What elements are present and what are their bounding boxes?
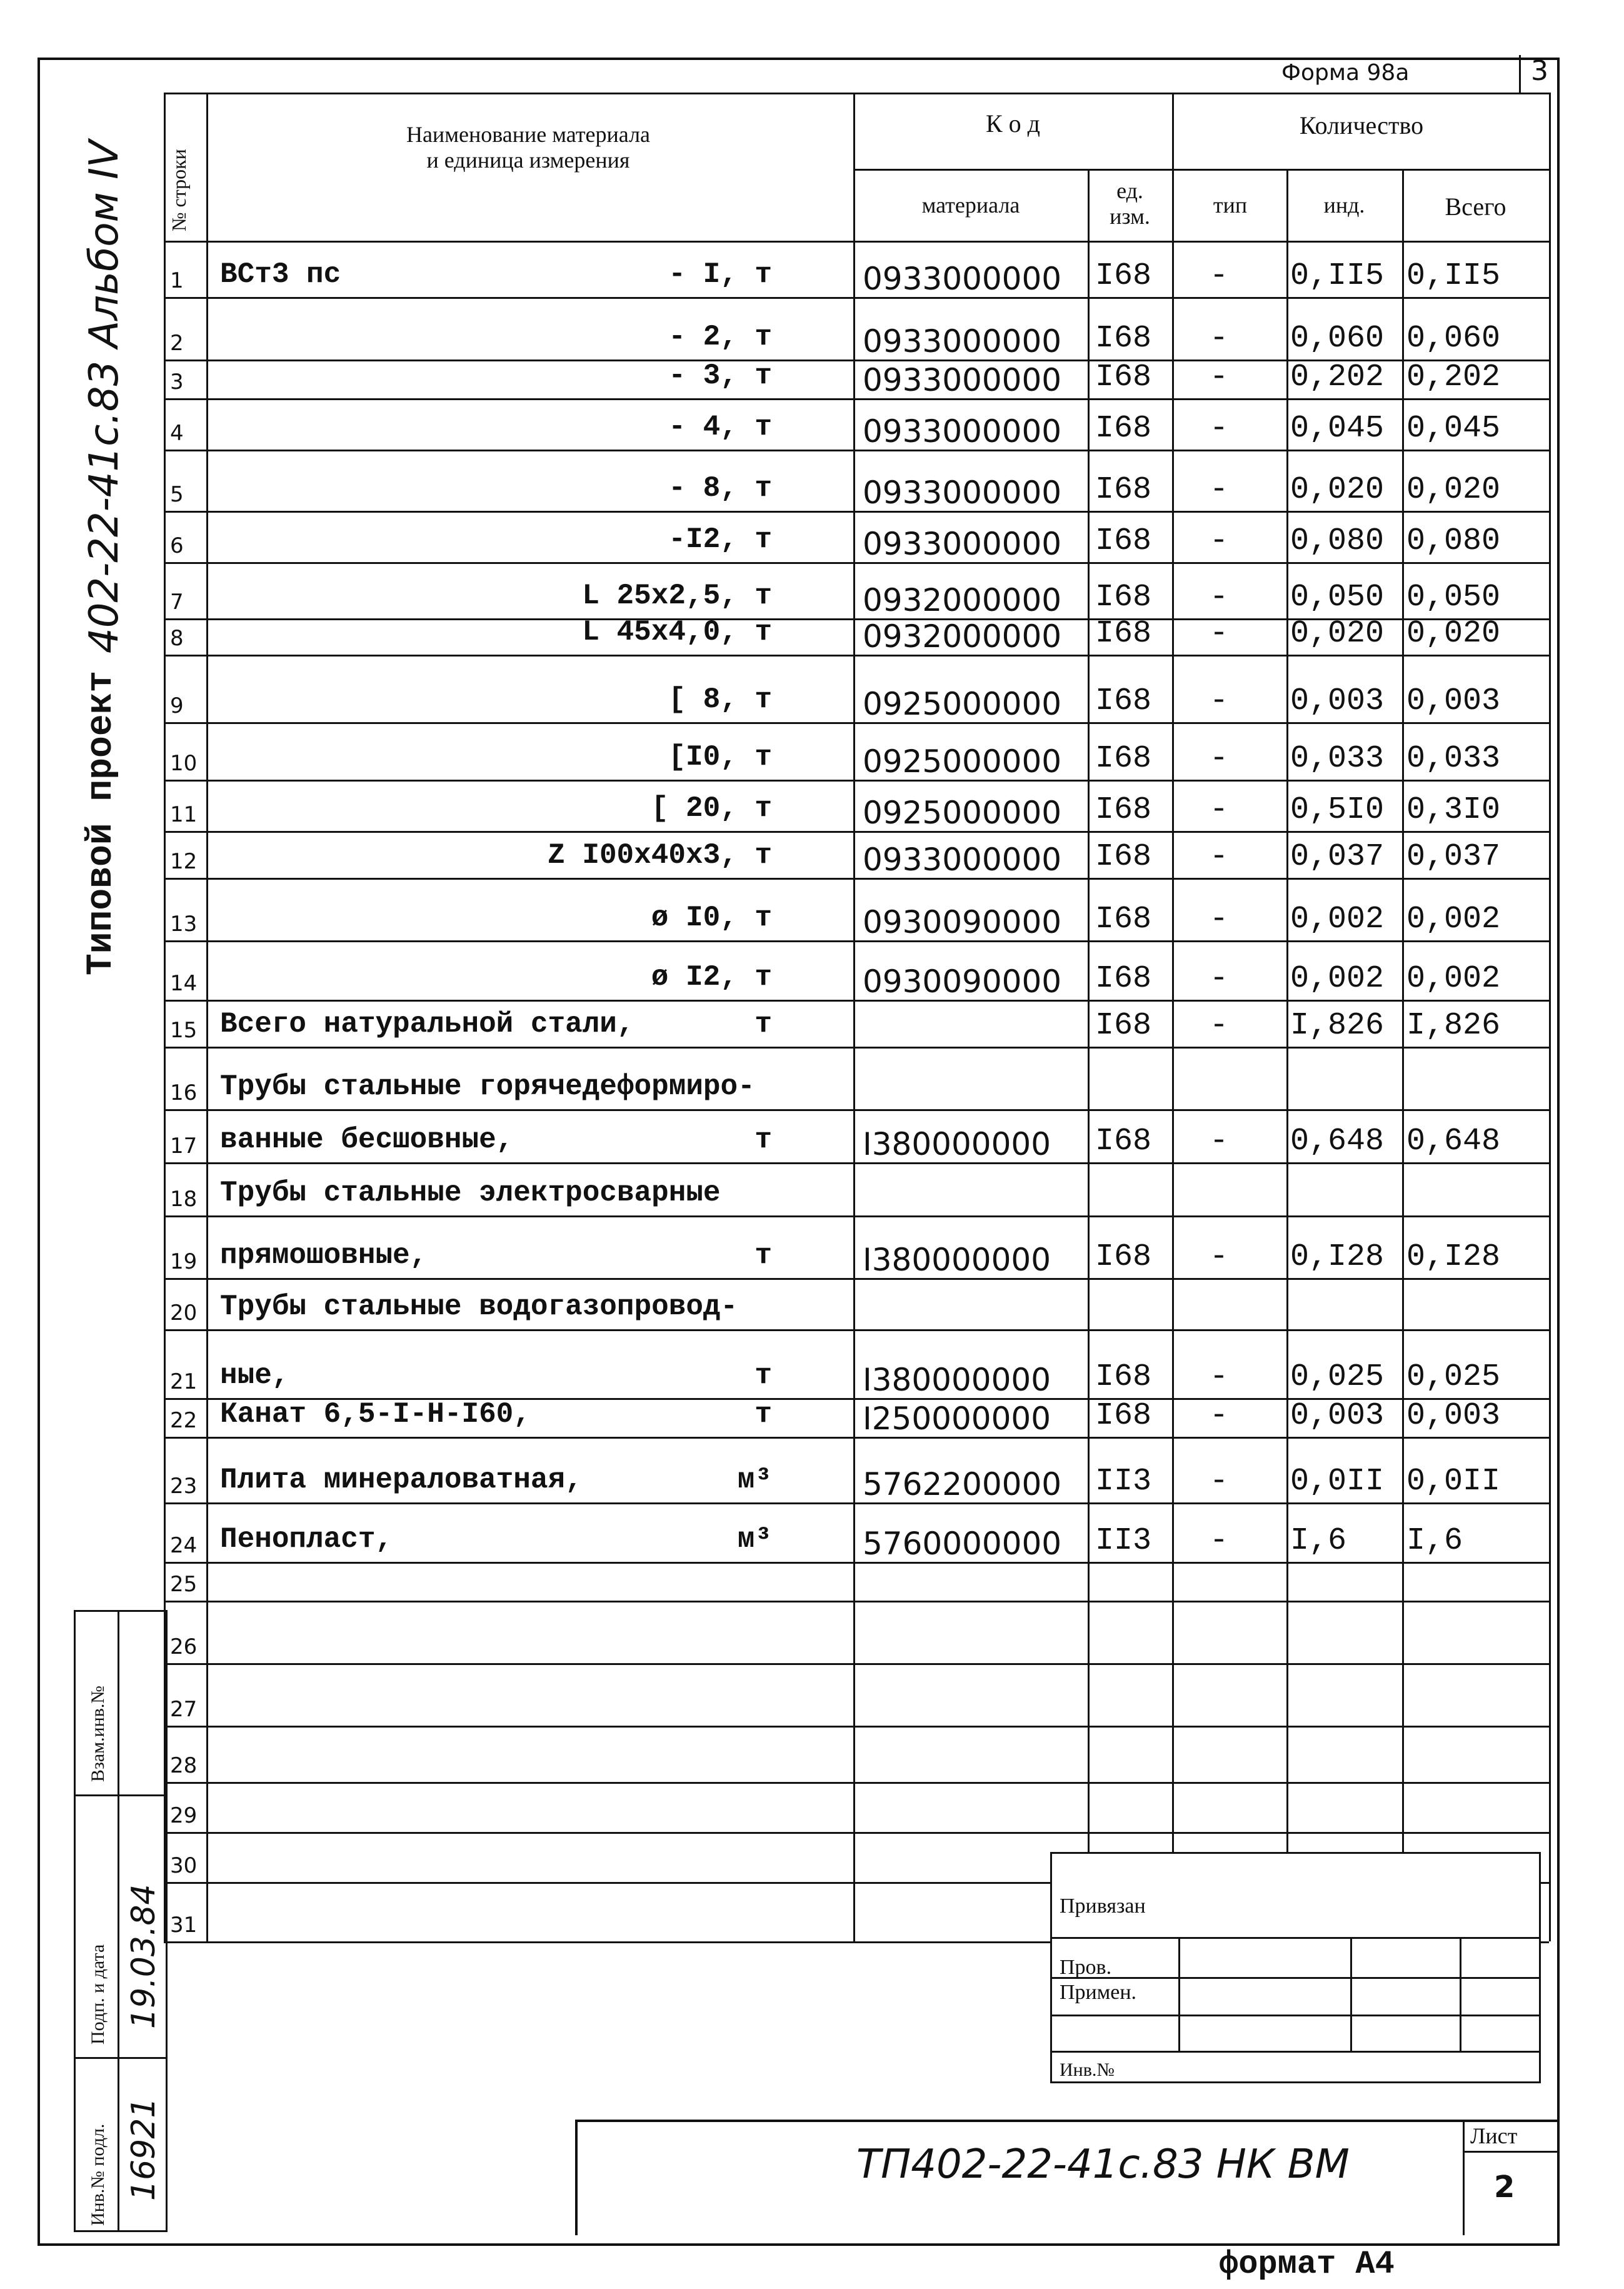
- grid-line: [164, 1437, 1549, 1439]
- header-code: К о д: [985, 109, 1041, 138]
- row-number: 31: [170, 1913, 198, 1938]
- material-unit-suffix: ø I2, т: [651, 961, 772, 994]
- grid-line: [164, 1215, 1549, 1217]
- grid-line: [164, 1047, 1549, 1049]
- material-code: 0925000000: [863, 795, 1062, 831]
- podp-date-value: 19.03.84: [125, 1884, 163, 2029]
- material-code: 0933000000: [863, 526, 1062, 562]
- total-value: 0,060: [1406, 321, 1501, 356]
- grid-line: [164, 1562, 1549, 1564]
- material-name: ВСт3 пс: [220, 258, 341, 291]
- row-number: 16: [170, 1080, 198, 1105]
- row-number: 17: [170, 1134, 198, 1159]
- grid-line: [1549, 93, 1551, 1941]
- grid-line: [1088, 169, 1090, 1941]
- total-value: 0,002: [1406, 961, 1501, 997]
- row-number: 9: [170, 693, 184, 718]
- unit-code: I68: [1095, 683, 1152, 719]
- row-number: 2: [170, 331, 184, 356]
- type-value: -: [1210, 1008, 1229, 1044]
- vzam-inv-label: Взам.инв.№: [88, 1685, 108, 1782]
- material-unit-suffix: L 45x4,0, т: [582, 616, 772, 648]
- ind-value: 0,002: [1290, 961, 1385, 997]
- row-number: 8: [170, 626, 184, 651]
- material-name: ные,: [220, 1359, 289, 1392]
- total-value: 0,037: [1406, 839, 1501, 875]
- total-value: 0,0II: [1406, 1464, 1501, 1499]
- row-number: 18: [170, 1187, 198, 1212]
- stamp-applied-label: Примен.: [1060, 1981, 1137, 2004]
- unit-code: I68: [1095, 741, 1152, 777]
- grid-line: [164, 511, 1549, 513]
- material-name: прямошовные,: [220, 1239, 428, 1272]
- ind-value: 0,5I0: [1290, 792, 1385, 828]
- material-code: I380000000: [863, 1362, 1051, 1398]
- grid-line: [164, 1109, 1549, 1111]
- header-type: тип: [1213, 193, 1248, 218]
- total-value: 0,3I0: [1406, 792, 1501, 828]
- stamp-inv-label: Инв.№: [1060, 2060, 1115, 2080]
- row-number: 7: [170, 590, 184, 615]
- grid-line: [1172, 93, 1174, 1941]
- stamp-checked-label: Пров.: [1060, 1956, 1112, 1979]
- material-code: I250000000: [863, 1401, 1051, 1437]
- type-value: -: [1210, 1464, 1229, 1499]
- material-unit-suffix: т: [754, 1359, 772, 1392]
- unit-code: I68: [1095, 961, 1152, 997]
- grid-line: [164, 1162, 1549, 1164]
- row-number: 6: [170, 533, 184, 558]
- ind-value: 0,II5: [1290, 258, 1385, 294]
- unit-code: I68: [1095, 1239, 1152, 1275]
- row-number: 27: [170, 1697, 198, 1722]
- inv-podl-value: 16921: [125, 2097, 163, 2201]
- total-value: 0,033: [1406, 741, 1501, 777]
- type-value: -: [1210, 1523, 1229, 1559]
- corner-sheet-number: 3: [1519, 55, 1558, 93]
- grid-line: [164, 1000, 1549, 1002]
- ind-value: 0,020: [1290, 616, 1385, 651]
- type-value: -: [1210, 683, 1229, 719]
- material-code: 0930090000: [863, 904, 1062, 940]
- row-number: 15: [170, 1018, 198, 1043]
- row-number: 4: [170, 421, 184, 446]
- header-top-line: [164, 93, 1549, 94]
- row-number: 21: [170, 1369, 198, 1394]
- ind-value: 0,003: [1290, 683, 1385, 719]
- grid-line: [164, 1782, 1549, 1784]
- row-number: 10: [170, 751, 198, 776]
- inv-podl-label: Инв.№ подл.: [88, 2123, 108, 2226]
- row-number: 29: [170, 1803, 198, 1828]
- material-code: 0925000000: [863, 686, 1062, 722]
- total-value: 0,648: [1406, 1124, 1501, 1159]
- material-code: 0933000000: [863, 413, 1062, 450]
- unit-code: II3: [1095, 1523, 1152, 1559]
- material-code: 0930090000: [863, 963, 1062, 1000]
- total-value: 0,002: [1406, 902, 1501, 937]
- ind-value: 0,002: [1290, 902, 1385, 937]
- material-unit-suffix: т: [754, 1239, 772, 1272]
- material-name: ванные бесшовные,: [220, 1124, 514, 1156]
- material-code: I380000000: [863, 1126, 1051, 1162]
- material-name: Трубы стальные электросварные: [220, 1177, 721, 1209]
- material-code: 0933000000: [863, 261, 1062, 297]
- total-value: 0,I28: [1406, 1239, 1501, 1275]
- grid-line: [164, 780, 1549, 782]
- type-value: -: [1210, 472, 1229, 508]
- grid-line: [164, 831, 1549, 833]
- podp-date-label: Подп. и дата: [88, 1944, 108, 2045]
- material-code: 0933000000: [863, 475, 1062, 511]
- side-album: 402-22-41с.83 Альбом IV: [81, 140, 128, 653]
- material-name: Канат 6,5-I-Н-I60,: [220, 1398, 531, 1431]
- total-value: 0,045: [1406, 411, 1501, 446]
- total-value: 0,080: [1406, 523, 1501, 559]
- grid-line: [853, 93, 855, 1941]
- grid-line: [164, 655, 1549, 657]
- row-number: 19: [170, 1249, 198, 1274]
- grid-line: [164, 297, 1549, 299]
- type-value: -: [1210, 580, 1229, 615]
- ind-value: 0,202: [1290, 360, 1385, 395]
- unit-code: I68: [1095, 411, 1152, 446]
- grid-line: [164, 878, 1549, 880]
- ind-value: 0,003: [1290, 1398, 1385, 1434]
- type-value: -: [1210, 1124, 1229, 1159]
- header-material-code: материала: [921, 193, 1020, 218]
- ind-value: 0,020: [1290, 472, 1385, 508]
- ind-value: I,826: [1290, 1008, 1385, 1044]
- type-value: -: [1210, 360, 1229, 395]
- grid-line: [164, 1329, 1549, 1331]
- grid-line: [164, 1663, 1549, 1665]
- header-row-number: № строки: [168, 149, 190, 231]
- material-unit-suffix: -I2, т: [668, 523, 772, 556]
- type-value: -: [1210, 741, 1229, 777]
- total-value: I,6: [1406, 1523, 1463, 1559]
- unit-code: I68: [1095, 1008, 1152, 1044]
- stamp-bound-label: Привязан: [1060, 1894, 1146, 1918]
- material-unit-suffix: - 8, т: [668, 472, 772, 505]
- row-number: 20: [170, 1300, 198, 1326]
- material-unit-suffix: [ 8, т: [668, 683, 772, 716]
- grid-line: [164, 1278, 1549, 1280]
- material-name: Трубы стальные водогазопровод-: [220, 1290, 738, 1323]
- grid-line: [164, 940, 1549, 942]
- grid-line: [164, 562, 1549, 564]
- row-number: 30: [170, 1853, 198, 1878]
- material-name: Трубы стальные горячедеформиро-: [220, 1070, 755, 1103]
- grid-line: [164, 1601, 1549, 1602]
- row-number: 3: [170, 370, 184, 395]
- material-unit-suffix: т: [754, 1008, 772, 1040]
- total-value: 0,020: [1406, 472, 1501, 508]
- material-code: 0933000000: [863, 842, 1062, 878]
- ind-value: 0,0II: [1290, 1464, 1385, 1499]
- side-title: Типовой проект: [81, 670, 122, 975]
- material-code: 0932000000: [863, 618, 1062, 655]
- material-unit-suffix: [I0, т: [668, 741, 772, 773]
- type-value: -: [1210, 902, 1229, 937]
- type-value: -: [1210, 961, 1229, 997]
- header-ind: инд.: [1323, 193, 1365, 218]
- total-value: 0,II5: [1406, 258, 1501, 294]
- material-name: Всего натуральной стали,: [220, 1008, 634, 1040]
- grid-line: [1402, 169, 1404, 1941]
- material-unit-suffix: - I, т: [668, 258, 772, 291]
- type-value: -: [1210, 839, 1229, 875]
- material-name: Плита минераловатная,: [220, 1464, 583, 1496]
- grid-line: [164, 398, 1549, 400]
- type-value: -: [1210, 321, 1229, 356]
- material-unit-suffix: ø I0, т: [651, 902, 772, 934]
- header-quantity: Количество: [1299, 111, 1424, 139]
- row-number: 23: [170, 1474, 198, 1499]
- total-value: 0,003: [1406, 1398, 1501, 1434]
- format-label: формат А4: [1219, 2246, 1395, 2283]
- ind-value: I,6: [1290, 1523, 1347, 1559]
- material-code: I380000000: [863, 1242, 1051, 1278]
- unit-code: I68: [1095, 258, 1152, 294]
- unit-code: I68: [1095, 616, 1152, 651]
- total-value: 0,025: [1406, 1359, 1501, 1395]
- unit-code: I68: [1095, 1359, 1152, 1395]
- unit-code: I68: [1095, 902, 1152, 937]
- material-code: 0933000000: [863, 362, 1062, 398]
- row-number: 13: [170, 912, 198, 937]
- material-code: 5760000000: [863, 1526, 1062, 1562]
- header-unit: ед. изм.: [1110, 178, 1150, 229]
- total-value: 0,003: [1406, 683, 1501, 719]
- row-number: 24: [170, 1533, 198, 1558]
- unit-code: I68: [1095, 1398, 1152, 1434]
- row-number: 14: [170, 971, 198, 996]
- document-code: ТП402-22-41с.83 НК ВМ: [856, 2141, 1350, 2188]
- ind-value: 0,045: [1290, 411, 1385, 446]
- grid-line: [164, 1726, 1549, 1728]
- type-value: -: [1210, 523, 1229, 559]
- material-unit-suffix: L 25x2,5, т: [582, 580, 772, 612]
- grid-line: [164, 450, 1549, 451]
- ind-value: 0,037: [1290, 839, 1385, 875]
- unit-code: II3: [1095, 1464, 1152, 1499]
- unit-code: I68: [1095, 360, 1152, 395]
- row-number: 22: [170, 1408, 198, 1433]
- form-label: Форма 98а: [1281, 60, 1410, 86]
- row-number: 26: [170, 1634, 198, 1659]
- row-number: 28: [170, 1753, 198, 1778]
- header-mid-line: [853, 169, 1549, 171]
- grid-line: [164, 722, 1549, 724]
- unit-code: I68: [1095, 580, 1152, 615]
- material-unit-suffix: - 3, т: [668, 360, 772, 392]
- type-value: -: [1210, 1398, 1229, 1434]
- type-value: -: [1210, 1239, 1229, 1275]
- unit-code: I68: [1095, 792, 1152, 828]
- total-value: 0,050: [1406, 580, 1501, 615]
- ind-value: 0,033: [1290, 741, 1385, 777]
- unit-code: I68: [1095, 1124, 1152, 1159]
- row-number: 5: [170, 482, 184, 507]
- unit-code: I68: [1095, 839, 1152, 875]
- total-value: 0,020: [1406, 616, 1501, 651]
- material-code: 0925000000: [863, 743, 1062, 780]
- total-value: I,826: [1406, 1008, 1501, 1044]
- material-code: 0932000000: [863, 582, 1062, 618]
- material-unit-suffix: - 2, т: [668, 321, 772, 353]
- ind-value: 0,050: [1290, 580, 1385, 615]
- material-unit-suffix: - 4, т: [668, 411, 772, 443]
- grid-line: [164, 1502, 1549, 1504]
- ind-value: 0,080: [1290, 523, 1385, 559]
- material-code: 5762200000: [863, 1466, 1062, 1502]
- ind-value: 0,025: [1290, 1359, 1385, 1395]
- row-number: 12: [170, 849, 198, 874]
- material-unit-suffix: т: [754, 1398, 772, 1431]
- material-name: Пенопласт,: [220, 1523, 393, 1556]
- binding-stamp: [1050, 1852, 1541, 2083]
- ind-value: 0,060: [1290, 321, 1385, 356]
- sheet-label: Лист: [1470, 2123, 1518, 2148]
- material-unit-suffix: м³: [737, 1464, 772, 1496]
- sheet-number: 2: [1494, 2170, 1515, 2205]
- material-unit-suffix: Z I00x40x3, т: [548, 839, 772, 872]
- unit-code: I68: [1095, 523, 1152, 559]
- grid-line: [1286, 169, 1288, 1941]
- row-number: 25: [170, 1572, 198, 1597]
- total-value: 0,202: [1406, 360, 1501, 395]
- header-material-name: Наименование материала и единица измерения: [406, 122, 651, 173]
- row-number: 1: [170, 268, 184, 293]
- material-unit-suffix: [ 20, т: [651, 792, 772, 825]
- type-value: -: [1210, 792, 1229, 828]
- material-unit-suffix: т: [754, 1124, 772, 1156]
- type-value: -: [1210, 616, 1229, 651]
- header-total: Всего: [1445, 193, 1506, 221]
- unit-code: I68: [1095, 472, 1152, 508]
- grid-line: [164, 1832, 1549, 1834]
- type-value: -: [1210, 411, 1229, 446]
- ind-value: 0,I28: [1290, 1239, 1385, 1275]
- material-unit-suffix: м³: [737, 1523, 772, 1556]
- material-code: 0933000000: [863, 323, 1062, 360]
- type-value: -: [1210, 1359, 1229, 1395]
- type-value: -: [1210, 258, 1229, 294]
- ind-value: 0,648: [1290, 1124, 1385, 1159]
- unit-code: I68: [1095, 321, 1152, 356]
- header-bottom-line: [164, 241, 1549, 243]
- row-number: 11: [170, 802, 198, 827]
